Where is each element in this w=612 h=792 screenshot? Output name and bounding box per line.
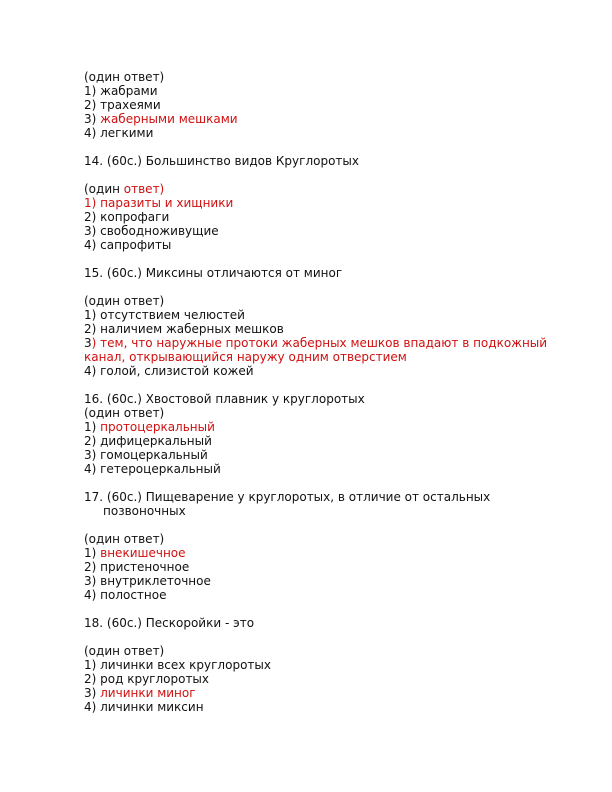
question-13-option-3 [84, 112, 584, 126]
correct-answer-text: ) тем, что наружные протоки жаберных мешков впадают в подкожный [91, 336, 548, 350]
question-14-option-3: 3) свободноживущие [84, 224, 219, 238]
question-15-option-2: 2) наличием жаберных мешков [84, 322, 284, 336]
question-15-option-4: 4) голой, слизистой кожей [84, 364, 254, 378]
correct-answer-text: жаберными мешками [100, 112, 238, 126]
question-17-mode: (один ответ) [84, 532, 165, 546]
question-17-title: 17. (60c.) Пищеварение у круглоротых, в отличие от остальных [84, 490, 491, 504]
question-17-title-continued: позвоночных [103, 504, 186, 518]
spacer [84, 280, 584, 294]
question-14-mode [84, 182, 584, 196]
correct-answer-text: внекишечное [100, 546, 186, 560]
question-17 [84, 490, 584, 602]
question-14 [84, 154, 584, 252]
option-number: 3) [84, 112, 101, 126]
question-13 [84, 70, 584, 140]
spacer [84, 476, 584, 490]
question-13-mode: (один ответ) [84, 70, 165, 84]
question-17-option-4: 4) полостное [84, 588, 167, 602]
option-number: 1) [84, 420, 101, 434]
spacer [84, 378, 584, 392]
spacer [84, 140, 584, 154]
mode-text-highlight: ответ) [123, 182, 165, 196]
option-number: 1) [84, 546, 101, 560]
question-16-option-1 [84, 420, 584, 434]
question-18-option-1: 1) личинки всех круглоротых [84, 658, 271, 672]
question-14-option-1: 1) паразиты и хищники [84, 196, 234, 210]
question-18 [84, 616, 584, 714]
spacer [84, 252, 584, 266]
question-16-option-4: 4) гетероцеркальный [84, 462, 221, 476]
question-16-option-2: 2) дифицеркальный [84, 434, 212, 448]
question-18-option-2: 2) род круглоротых [84, 672, 210, 686]
question-13-option-1: 1) жабрами [84, 84, 158, 98]
question-17-option-1 [84, 546, 584, 560]
question-15-option-1: 1) отсутствием челюстей [84, 308, 245, 322]
question-18-mode: (один ответ) [84, 644, 165, 658]
question-18-title: 18. (60c.) Пескоройки - это [84, 616, 255, 630]
spacer [84, 168, 584, 182]
option-number: 3) [84, 686, 101, 700]
question-15-mode: (один ответ) [84, 294, 165, 308]
question-13-option-4: 4) легкими [84, 126, 154, 140]
question-16-option-3: 3) гомоцеркальный [84, 448, 208, 462]
spacer [84, 518, 584, 532]
question-13-option-2: 2) трахеями [84, 98, 161, 112]
question-14-title: 14. (60c.) Большинство видов Круглоротых [84, 154, 359, 168]
question-14-option-2: 2) копрофаги [84, 210, 170, 224]
question-15-option-3 [84, 336, 584, 350]
spacer [84, 602, 584, 616]
option-number: 3 [84, 336, 92, 350]
question-15-title: 15. (60c.) Миксины отличаются от миног [84, 266, 343, 280]
spacer [84, 630, 584, 644]
question-18-option-3 [84, 686, 584, 700]
question-15 [84, 266, 584, 378]
document-content [84, 70, 584, 714]
question-14-option-4: 4) сапрофиты [84, 238, 172, 252]
question-16 [84, 392, 584, 476]
correct-answer-text: протоцеркальный [100, 420, 215, 434]
question-17-option-3: 3) внутриклеточное [84, 574, 211, 588]
question-16-title: 16. (60c.) Хвостовой плавник у круглоротых [84, 392, 365, 406]
correct-answer-text: личинки миног [100, 686, 196, 700]
question-16-mode: (один ответ) [84, 406, 165, 420]
question-15-option-3-continued: канал, открывающийся наружу одним отверстием [84, 350, 407, 364]
question-17-option-2: 2) пристеночное [84, 560, 190, 574]
question-18-option-4: 4) личинки миксин [84, 700, 204, 714]
mode-text: (один [84, 182, 124, 196]
